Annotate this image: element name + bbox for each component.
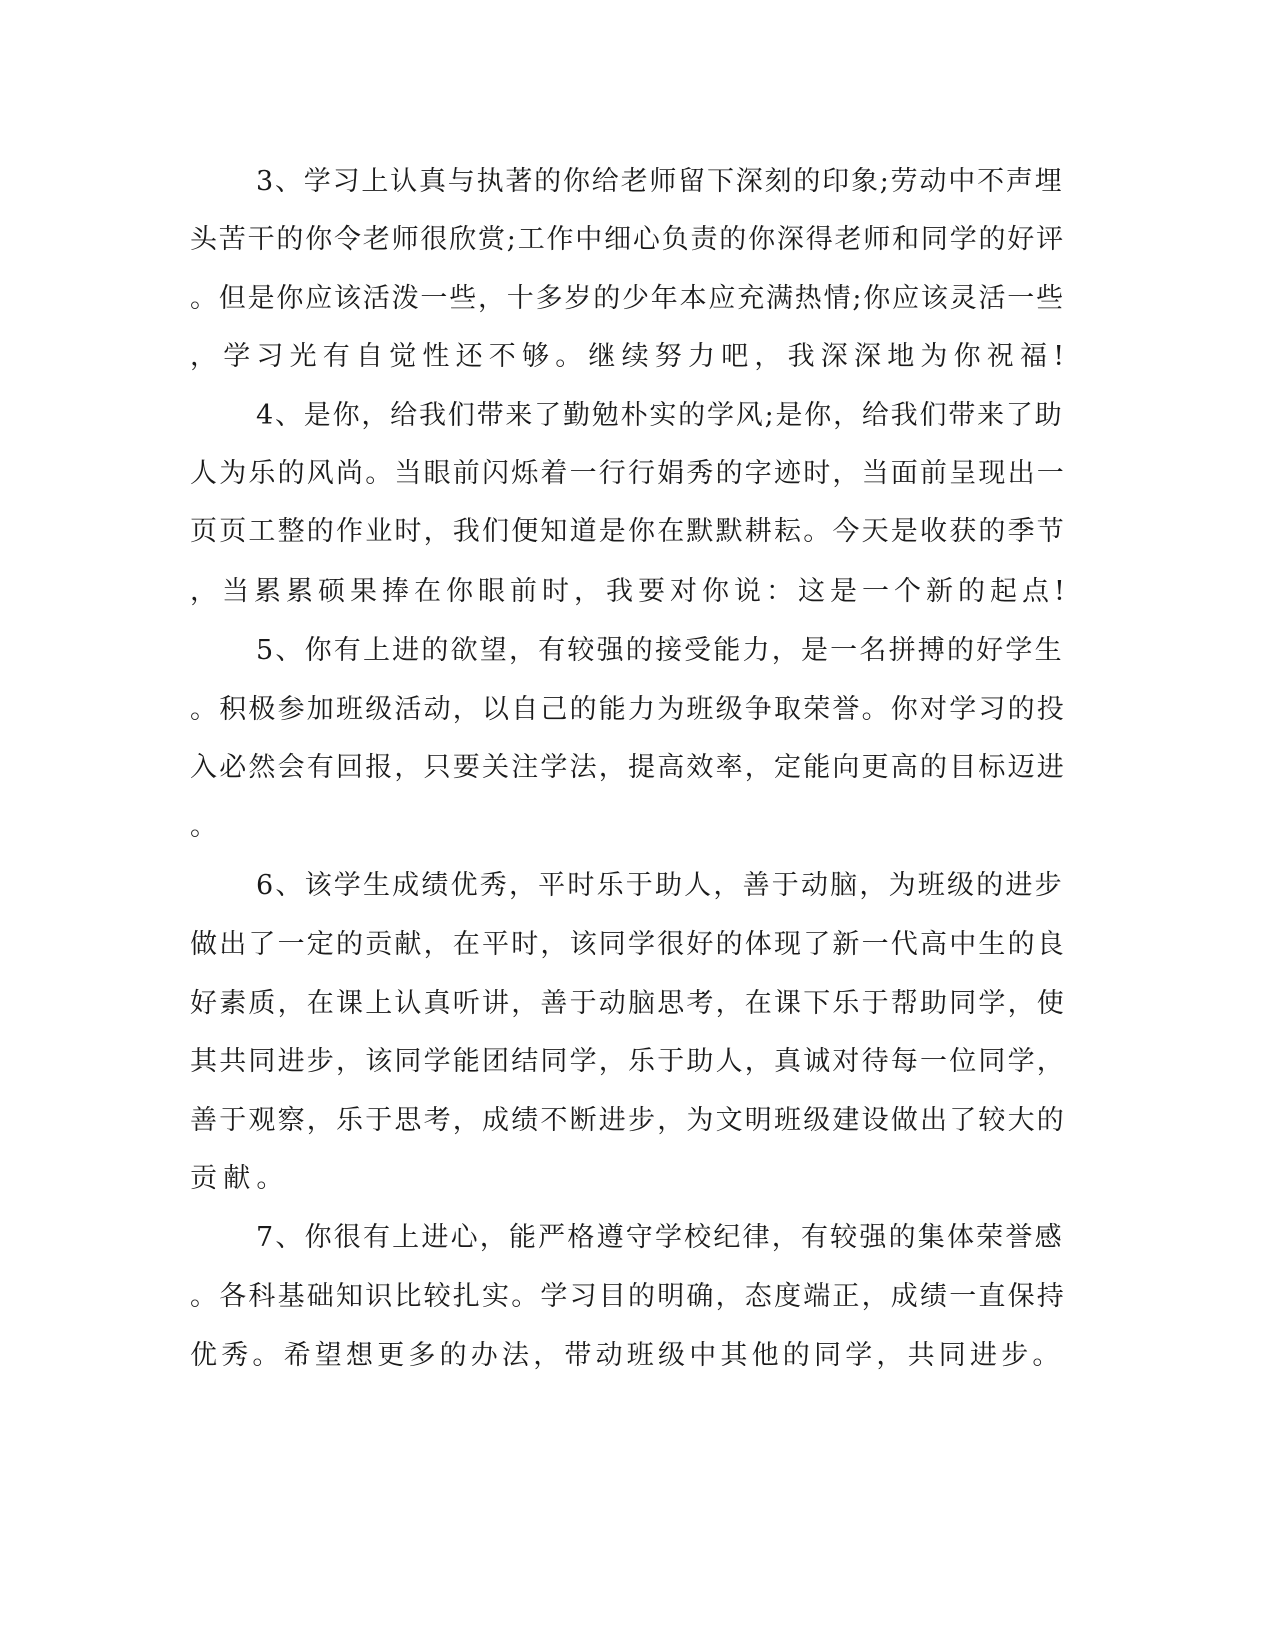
paragraph-line: ，当累累硕果捧在你眼前时，我要对你说：这是一个新的起点!	[190, 576, 1070, 607]
paragraph-line: 4、是你，给我们带来了勤勉朴实的学风;是你，给我们带来了助	[256, 400, 1064, 431]
paragraph-line: 其共同进步，该同学能团结同学，乐于助人，真诚对待每一位同学，	[190, 1046, 1066, 1077]
paragraph-line: 6、该学生成绩优秀，平时乐于助人，善于动脑，为班级的进步	[256, 870, 1064, 901]
paragraph-line: 3、学习上认真与执著的你给老师留下深刻的印象;劳动中不声埋	[256, 166, 1064, 197]
paragraph-line: 7、你很有上进心，能严格遵守学校纪律，有较强的集体荣誉感	[256, 1222, 1064, 1253]
paragraph-line: 。但是你应该活泼一些，十多岁的少年本应充满热情;你应该灵活一些	[190, 283, 1065, 314]
paragraph-line: 优秀。希望想更多的办法，带动班级中其他的同学，共同进步。	[190, 1340, 1064, 1371]
paragraph-line: 人为乐的风尚。当眼前闪烁着一行行娟秀的字迹时，当面前呈现出一	[190, 458, 1066, 489]
paragraph-line: 页页工整的作业时，我们便知道是你在默默耕耘。今天是收获的季节	[190, 516, 1066, 547]
paragraph-line: 。	[190, 811, 224, 842]
paragraph-line: ，学习光有自觉性还不够。继续努力吧，我深深地为你祝福!	[190, 341, 1071, 372]
paragraph-line: 。积极参加班级活动，以自己的能力为班级争取荣誉。你对学习的投	[190, 694, 1066, 725]
paragraph-line: 做出了一定的贡献，在平时，该同学很好的体现了新一代高中生的良	[190, 929, 1066, 960]
paragraph-line: 。各科基础知识比较扎实。学习目的明确，态度端正，成绩一直保持	[190, 1281, 1066, 1312]
paragraph-line: 入必然会有回报，只要关注学法，提高效率，定能向更高的目标迈进	[190, 752, 1066, 783]
paragraph-line: 好素质，在课上认真听讲，善于动脑思考，在课下乐于帮助同学，使	[190, 988, 1066, 1019]
paragraph-line: 善于观察，乐于思考，成绩不断进步，为文明班级建设做出了较大的	[190, 1105, 1066, 1136]
paragraph-line: 贡献。	[190, 1163, 290, 1194]
paragraph-line: 5、你有上进的欲望，有较强的接受能力，是一名拼搏的好学生	[256, 635, 1064, 666]
paragraph-line: 头苦干的你令老师很欣赏;工作中细心负责的你深得老师和同学的好评	[190, 224, 1065, 255]
